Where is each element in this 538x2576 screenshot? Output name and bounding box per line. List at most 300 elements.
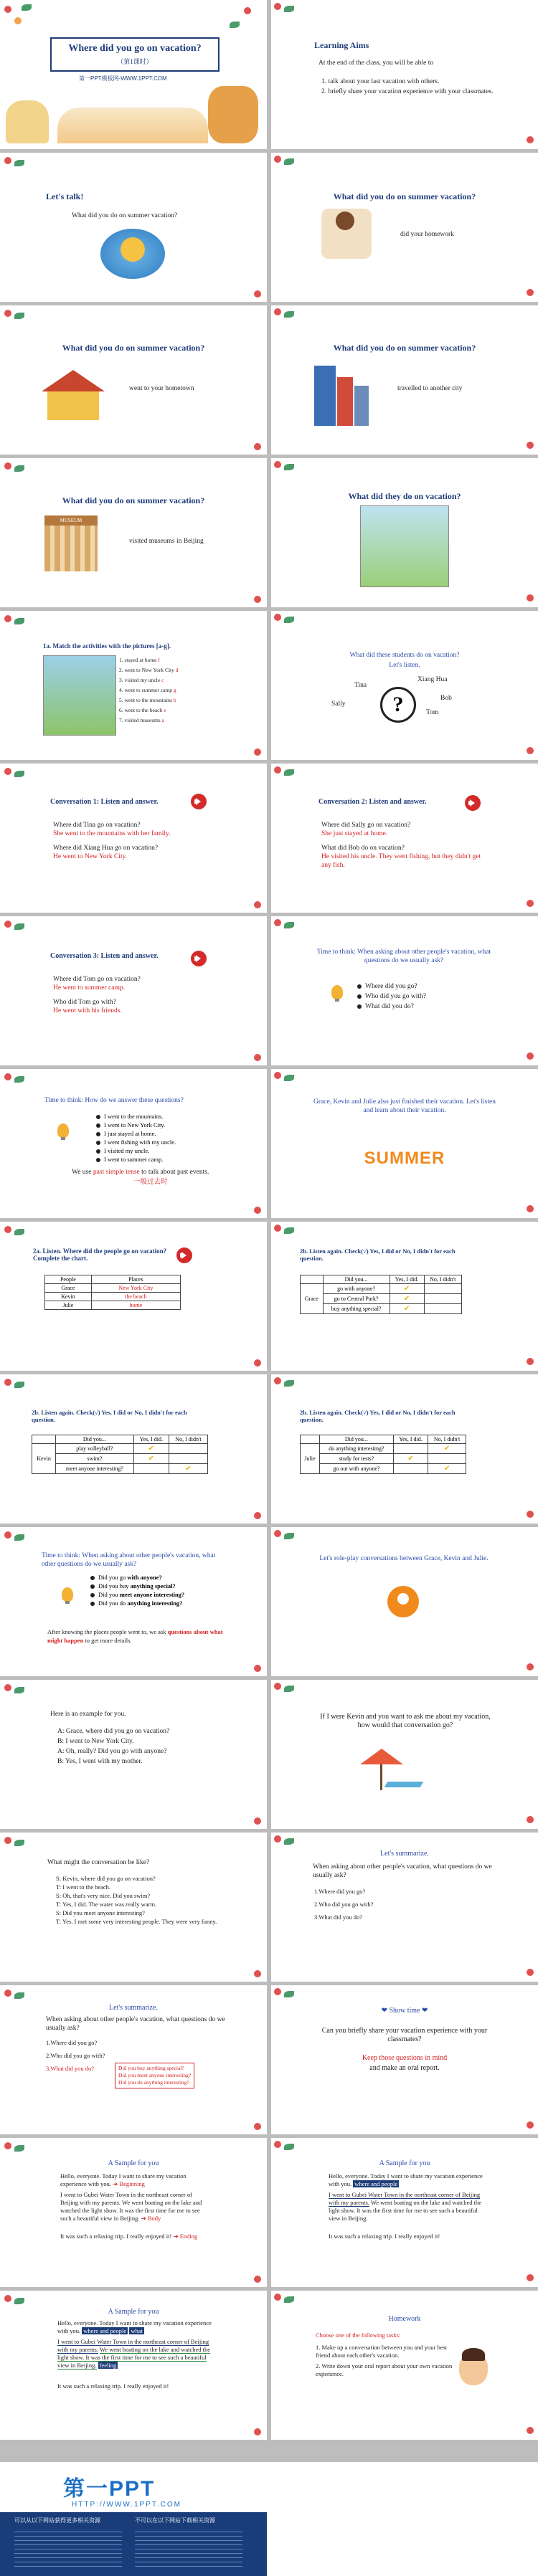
leaf-decoration <box>14 923 24 930</box>
sample-paragraph: It was such a relaxing trip. I really enjoyed it! <box>57 2382 169 2390</box>
check-table: Did you... Yes, I did. No, I didn't Julie do anything interesting? ✔ study for tests? ✔ go out with anyone? ✔ <box>300 1435 466 1474</box>
bullet-icon <box>90 1584 95 1589</box>
flower-decoration <box>274 1225 281 1232</box>
flower-decoration <box>254 2276 261 2283</box>
table-row: swim? ✔ <box>32 1454 208 1464</box>
slide-time-to-think[interactable] <box>271 916 538 1065</box>
question-item: 1.Where did you go? <box>46 2039 98 2046</box>
question-text: Where did Tina go on vacation? <box>53 822 141 829</box>
flower-decoration <box>4 921 11 928</box>
leaf-decoration <box>14 1687 24 1693</box>
vacation-scene-illustration <box>360 505 449 587</box>
answer-text: visited museums in Beijing <box>129 538 204 545</box>
flower-decoration <box>4 1990 11 1997</box>
leaf-decoration <box>284 617 294 623</box>
bullet-icon <box>96 1132 100 1136</box>
flower-decoration <box>254 1970 261 1977</box>
flower-decoration <box>274 614 281 621</box>
answer-text: travelled to another city <box>397 385 463 392</box>
slide-homework[interactable] <box>271 2291 538 2440</box>
slide-hometown[interactable] <box>0 305 267 455</box>
flower-decoration <box>4 462 11 470</box>
lightbulb-icon <box>62 1587 73 1602</box>
listen-text: Let's listen. <box>389 662 420 669</box>
intro-text: Let's role-play conversations between Grace, Kevin and Julie. <box>319 1555 489 1562</box>
tag-what: what <box>131 2327 143 2334</box>
sample-paragraph: Hello, everyone. Today I want to share my vacation experience with you. ➜ Beginning <box>60 2172 187 2187</box>
list-item: Did you buy anything special? <box>118 2065 184 2071</box>
audio-play-icon[interactable] <box>176 1247 192 1263</box>
flower-decoration <box>4 768 11 775</box>
leaf-decoration <box>284 1380 294 1387</box>
flower-decoration <box>274 1377 281 1384</box>
grammar-note-cn: 一般过去时 <box>133 1179 168 1186</box>
slide-sample-3[interactable] <box>0 2291 267 2440</box>
person-name: Grace <box>301 1284 324 1314</box>
leaf-decoration <box>14 1840 24 1846</box>
sample-paragraph: Hello, everyone. Today I want to share my vacation experience with you. where and people what <box>57 2319 212 2334</box>
leaf-decoration <box>14 313 24 319</box>
slide-if-i-were-kevin[interactable] <box>271 1680 538 1829</box>
flower-decoration <box>244 7 251 14</box>
flower-decoration <box>4 1531 11 1539</box>
bullet-icon <box>96 1149 100 1154</box>
beach-chair-illustration <box>384 1782 424 1787</box>
answer-letter: a <box>161 717 164 723</box>
activity-list <box>119 655 179 726</box>
leaf-decoration <box>284 2144 294 2150</box>
flower-decoration <box>274 1683 281 1690</box>
dialogue-line: B: Yes, I went with my mother. <box>57 1758 143 1765</box>
question-text: What did these students do on vacation? <box>349 652 460 659</box>
slide-2b-grace[interactable] <box>271 1222 538 1371</box>
building-illustration <box>354 386 369 426</box>
intro-text: Choose one of the following tasks: <box>316 2332 401 2339</box>
list-item: I went to summer camp. <box>96 1155 176 1164</box>
bullet-icon <box>357 984 362 989</box>
list-item: Did you do anything interesting? <box>118 2079 189 2086</box>
bullet-icon <box>357 1004 362 1009</box>
leaf-decoration <box>284 769 294 776</box>
table-row: meet anyone interesting? ✔ <box>32 1464 208 1474</box>
answer-list <box>96 1112 176 1164</box>
list-item: Who did you go with? <box>357 992 426 1001</box>
aims-intro: At the end of the class, you will be able to <box>318 60 434 67</box>
answer-text: did your homework <box>400 231 454 238</box>
list-item: 1. stayed at home f <box>119 657 160 663</box>
question-text: What did you do on summer vacation? <box>72 212 178 219</box>
list-item: I went fishing with my uncle. <box>96 1138 176 1146</box>
flower-decoration <box>274 1835 281 1843</box>
label-body: ➜ Body <box>141 2215 161 2222</box>
footer-info-bar <box>0 2512 267 2576</box>
tip-text: Keep those questions in mind <box>362 2054 448 2062</box>
slide-title: Conversation 1: Listen and answer. <box>50 798 159 806</box>
person-icon <box>397 1593 409 1605</box>
leaf-decoration <box>284 1686 294 1692</box>
answer-letter: c <box>161 677 164 683</box>
leaf-decoration <box>284 464 294 470</box>
sample-paragraph: I went to Gubei Water Town in the northeast corner of Beijing with my parents. We went boating on the lake and watched the light show. It was the first time for me to see such a beautiful view in Beijing. <box>329 2191 482 2222</box>
audio-play-icon[interactable] <box>191 951 207 966</box>
leaf-decoration <box>14 2298 24 2304</box>
slide-title: What did you do on summer vacation? <box>62 495 205 505</box>
cover-subtitle: （第1课时） <box>117 58 153 65</box>
footer-left-heading: 可以从以下网站获得更多相关资源 <box>14 2517 100 2524</box>
list-item: Did you buy anything special? <box>90 1582 184 1590</box>
leaf-decoration <box>284 158 294 165</box>
leaf-decoration <box>284 1227 294 1234</box>
flower-decoration <box>4 157 11 164</box>
slide-title <box>43 642 171 650</box>
leaf-decoration <box>284 922 294 928</box>
leaf-decoration <box>230 22 240 28</box>
answer-text: He went to New York City. <box>53 853 128 860</box>
label-beginning: ➜ Beginning <box>113 2180 145 2187</box>
flower-decoration <box>527 1205 534 1212</box>
answer-letter: e <box>164 707 166 713</box>
animals-group-illustration <box>57 108 208 143</box>
slide-conversation-1[interactable] <box>0 764 267 913</box>
flower-decoration <box>527 594 534 602</box>
student-name: Tom <box>426 709 439 716</box>
leaf-decoration <box>14 1229 24 1235</box>
leaf-decoration <box>14 1992 24 1999</box>
check-icon: ✔ <box>390 1284 424 1294</box>
flower-decoration <box>274 919 281 926</box>
footer-panel <box>0 2462 267 2576</box>
slide-title: Here is an example for you. <box>50 1711 126 1718</box>
list-item: Did you meet anyone interesting? <box>118 2072 192 2078</box>
slide-grace-kevin-julie[interactable] <box>271 1069 538 1218</box>
question-text: If I were Kevin and you want to ask me about my vacation, how would that conversation go? <box>320 1713 491 1729</box>
leaf-decoration <box>284 1533 294 1539</box>
check-icon: ✔ <box>390 1294 424 1304</box>
tip-note: After knowing the places people went to, we ask questions about what might happen to get more details. <box>47 1628 223 1644</box>
table-row: Kevin the beach <box>45 1293 181 1301</box>
list-item: I went to the mountains. <box>96 1112 176 1121</box>
slide-show-time[interactable] <box>271 1985 538 2134</box>
leaf-decoration <box>14 465 24 472</box>
exercise-title: Match the activities with the pictures [a-g]. <box>52 642 171 650</box>
table-row: Grace go with anyone? ✔ <box>301 1284 462 1294</box>
check-icon: ✔ <box>428 1464 466 1474</box>
check-icon: ✔ <box>169 1464 207 1474</box>
slide-title: ❤ Show time ❤ <box>381 2007 428 2015</box>
student-name: Tina <box>354 682 367 689</box>
slide-sample-2[interactable] <box>271 2138 538 2287</box>
question-text: Where did Tom go on vacation? <box>53 976 141 983</box>
leaf-decoration <box>14 2145 24 2152</box>
think-prompt: Time to think: When asking about other people's vacation, what other questions do we usually ask? <box>42 1552 216 1568</box>
slide-conversation-like[interactable] <box>0 1833 267 1982</box>
flower-decoration <box>254 1359 261 1367</box>
slide-lets-listen[interactable] <box>271 611 538 760</box>
flower-decoration <box>274 2294 281 2301</box>
list-item: I went to New York City. <box>96 1121 176 1129</box>
table-row: Julie home <box>45 1301 181 1310</box>
dialogue-line: S: Kevin, where did you go on vacation? <box>56 1875 156 1882</box>
tag-feeling: feeling <box>99 2362 117 2369</box>
list-item: I just stayed at home. <box>96 1129 176 1138</box>
aim-item: 2. briefly share your vacation experience with your classmates. <box>321 88 494 95</box>
cover-title: Where did you go on vacation? <box>68 43 202 54</box>
dialogue-line: T: I went to the beach. <box>56 1883 111 1891</box>
slide-title: What did they do on vacation? <box>348 491 461 501</box>
table-row: Kevin play volleyball? ✔ <box>32 1444 208 1454</box>
brand-text: 第一PPT模板网-WWW.1PPT.COM <box>79 75 167 82</box>
answer-text: went to your hometown <box>129 385 194 392</box>
slide-2a-chart[interactable] <box>0 1222 267 1371</box>
flower-decoration <box>527 1052 534 1060</box>
flower-decoration <box>4 2295 11 2302</box>
flower-decoration <box>254 1817 261 1825</box>
slide-another-city[interactable] <box>271 305 538 455</box>
slide-title: 2b. Listen again. Check(√) Yes, I did or No, I didn't for each question. <box>32 1409 187 1423</box>
footer-ad <box>0 2462 538 2576</box>
lightbulb-icon <box>57 1123 69 1138</box>
beach-umbrella-illustration <box>360 1749 403 1764</box>
audio-play-icon[interactable] <box>191 794 207 809</box>
slide-learning-aims[interactable] <box>271 0 538 149</box>
bullet-icon <box>90 1593 95 1597</box>
slide-answer-questions[interactable] <box>0 1069 267 1218</box>
check-icon: ✔ <box>428 1444 466 1454</box>
sample-paragraph: I went to Gubei Water Town in the northeast corner of Beijing with my parents. We went boating on the lake and watched the light show. It was the first time for me to see such a beautiful view in Beijing. feeling <box>57 2338 211 2369</box>
flower-decoration <box>274 3 281 10</box>
slide-title: Conversation 2: Listen and answer. <box>318 798 427 806</box>
bullet-icon <box>90 1602 95 1606</box>
slide-museums[interactable] <box>0 458 267 607</box>
answer-letter: f <box>158 657 160 663</box>
sample-paragraph: It was such a relaxing trip. I really enjoyed it! <box>329 2233 440 2240</box>
leaf-decoration <box>14 1076 24 1083</box>
table-row: go out with anyone? ✔ <box>301 1464 466 1474</box>
flower-decoration <box>527 900 534 907</box>
question-list <box>90 1573 184 1607</box>
question-item: 3.What did you do? <box>46 2065 95 2072</box>
flower-decoration <box>274 1530 281 1537</box>
flower-decoration <box>527 2427 534 2434</box>
bullet-icon <box>96 1141 100 1145</box>
list-item: 7. visited museums a <box>119 717 164 723</box>
flower-decoration <box>274 1988 281 1995</box>
flower-decoration <box>254 1207 261 1214</box>
leaf-decoration <box>284 311 294 318</box>
slide-lets-talk[interactable] <box>0 153 267 302</box>
flower-decoration <box>254 1665 261 1672</box>
giraffe-illustration <box>208 86 258 143</box>
flower-decoration <box>527 2121 534 2129</box>
leaf-decoration <box>14 1534 24 1541</box>
slide-title: Homework <box>388 2315 421 2323</box>
task-item: 1. Make up a conversation between you and your best friend about each other's vacation. <box>316 2344 448 2359</box>
flower-decoration <box>254 1054 261 1061</box>
slide-title: 2a. Listen. Where did the people go on vacation? Complete the chart. <box>33 1247 167 1262</box>
leaf-decoration <box>284 1075 294 1081</box>
aim-item: 1. talk about your last vacation with others. <box>321 78 440 85</box>
list-item: Did you meet anyone interesting? <box>90 1590 184 1599</box>
slide-title: A Sample for you <box>108 2159 159 2167</box>
link-list[interactable] <box>14 2528 122 2568</box>
bullet-icon <box>96 1115 100 1119</box>
question-text: Where did Xiang Hua go on vacation? <box>53 845 159 852</box>
grammar-note: We use past simple tense to talk about past events. <box>72 1169 209 1176</box>
footer-logo: 第一PPT <box>63 2477 156 2501</box>
person-name: Kevin <box>32 1444 56 1474</box>
slide-title: A Sample for you <box>108 2308 159 2316</box>
slide-conversation-3[interactable] <box>0 916 267 1065</box>
flower-decoration <box>254 290 261 298</box>
student-head-illustration <box>336 212 354 230</box>
slide-summarize-2[interactable] <box>0 1985 267 2134</box>
question-item: 3.What did you do? <box>314 1914 363 1921</box>
flower-decoration <box>527 747 534 754</box>
flower-decoration <box>254 1512 261 1519</box>
flower-decoration <box>254 901 261 908</box>
table-header: Places <box>91 1275 180 1284</box>
flower-decoration <box>274 308 281 315</box>
slide-title: Let's talk! <box>46 191 84 201</box>
flower-decoration <box>274 2141 281 2148</box>
flower-decoration <box>4 1379 11 1386</box>
person-name: Julie <box>301 1444 320 1474</box>
tip-text: and make an oral report. <box>369 2064 440 2072</box>
table-row: study for tests? ✔ <box>301 1454 466 1464</box>
answer-text: He visited his uncle. They went fishing, but they didn't get any fish. <box>321 853 481 869</box>
task-item: 2. Write down your oral report about your own vacation experience. <box>316 2362 453 2377</box>
flower-decoration <box>254 596 261 603</box>
summer-logo: SUMMER <box>364 1149 445 1168</box>
slide-role-play[interactable] <box>271 1527 538 1676</box>
audio-play-icon[interactable] <box>465 795 481 811</box>
slide-they-did[interactable] <box>271 458 538 607</box>
check-icon: ✔ <box>393 1454 428 1464</box>
flower-decoration <box>527 1511 534 1518</box>
flower-decoration <box>14 17 22 24</box>
answer-text: He went with his friends. <box>53 1007 122 1014</box>
slide-example[interactable] <box>0 1680 267 1829</box>
question-item: 2.Who did you go with? <box>314 1901 374 1908</box>
check-icon: ✔ <box>133 1454 169 1464</box>
flower-decoration <box>4 615 11 622</box>
slide-cover[interactable] <box>0 0 267 149</box>
museum-illustration <box>44 526 98 571</box>
dialogue-line: S: Oh, that's very nice. Did you swim? <box>56 1892 151 1899</box>
question-text: Who did Tom go with? <box>53 999 116 1006</box>
footer-url[interactable]: HTTP://WWW.1PPT.COM <box>72 2501 181 2509</box>
slide-title: What did you do on summer vacation? <box>333 191 476 201</box>
flower-decoration <box>274 461 281 468</box>
slide-2b-kevin[interactable] <box>0 1374 267 1524</box>
leaf-decoration <box>14 771 24 777</box>
table-row: go to Central Park? ✔ <box>301 1294 462 1304</box>
question-text: Can you briefly share your vacation experience with your classmates? <box>321 2027 488 2043</box>
exercise-number: 1a. <box>43 642 52 650</box>
flower-decoration <box>4 2142 11 2149</box>
leaf-decoration <box>14 618 24 624</box>
flower-decoration <box>527 2274 534 2281</box>
check-icon: ✔ <box>390 1304 424 1314</box>
activities-picture <box>43 655 116 736</box>
slide-homework-activity[interactable] <box>271 153 538 302</box>
places-table <box>44 1275 181 1310</box>
answer-text: She went to the mountains with her family. <box>53 830 171 837</box>
dialogue-line: S: Did you meet anyone interesting? <box>56 1909 145 1916</box>
slide-other-questions[interactable] <box>0 1527 267 1676</box>
slide-sample-1[interactable] <box>0 2138 267 2287</box>
leaf-decoration <box>14 1382 24 1388</box>
answer-letter: g <box>173 687 176 693</box>
leaf-decoration <box>14 160 24 166</box>
slide-title: What might the conversation be like? <box>47 1859 150 1866</box>
table-row: Grace New York City <box>45 1284 181 1293</box>
think-prompt: Time to think: When asking about other people's vacation, what questions do we usually ask? <box>316 949 491 964</box>
flower-decoration <box>274 1072 281 1079</box>
question-text: Where did Sally go on vacation? <box>321 822 411 829</box>
table-header: People <box>45 1275 92 1284</box>
intro-text: Grace, Kevin and Julie also just finished their vacation. Let's listen and learn about their vacation. <box>313 1098 496 1114</box>
flower-decoration <box>4 1684 11 1691</box>
dialogue-line: A: Oh, really? Did you go with anyone? <box>57 1748 167 1755</box>
list-item: What did you do? <box>357 1002 414 1011</box>
animal-illustration <box>6 100 49 143</box>
list-item: 5. went to the mountains b <box>119 697 176 703</box>
dialogue-line: T: Yes. I met some very interesting people. They were very funny. <box>56 1918 217 1925</box>
check-table: Did you... Yes, I did. No, I didn't Grace go with anyone? ✔ go to Central Park? ✔ buy anything special? ✔ <box>300 1275 462 1314</box>
student-hair-illustration <box>462 2348 485 2361</box>
bullet-icon <box>357 994 362 999</box>
slide-title: Learning Aims <box>314 40 369 50</box>
sun-illustration <box>121 237 145 262</box>
answer-letter: d <box>175 667 179 673</box>
slide-conversation-2[interactable] <box>271 764 538 913</box>
bullet-icon <box>96 1123 100 1128</box>
answer-text: She just stayed at home. <box>321 830 388 837</box>
slide-title: A Sample for you <box>379 2159 430 2167</box>
footer-right-heading: 不可以在以下网站下载相关资源 <box>135 2517 215 2524</box>
question-item: 2.Who did you go with? <box>46 2052 105 2059</box>
flower-decoration <box>527 1816 534 1823</box>
house-roof-illustration <box>42 370 105 391</box>
slide-summarize-1[interactable] <box>271 1833 538 1982</box>
student-name: Bob <box>440 695 452 702</box>
list-item: 3. visited my uncle c <box>119 677 164 683</box>
flower-decoration <box>4 310 11 317</box>
leaf-decoration <box>284 1838 294 1845</box>
question-text: What did Bob do on vacation? <box>321 845 405 852</box>
flower-decoration <box>4 1073 11 1080</box>
flower-decoration <box>527 136 534 143</box>
link-list[interactable] <box>135 2528 242 2568</box>
leaf-decoration <box>284 6 294 12</box>
table-row: buy anything special? ✔ <box>301 1304 462 1314</box>
slide-match-activities[interactable] <box>0 611 267 760</box>
flower-decoration <box>274 766 281 774</box>
sample-paragraph: It was such a relaxing trip. I really enjoyed it! ➜ Ending <box>60 2233 198 2240</box>
dialogue-line: A: Grace, where did you go on vacation? <box>57 1728 170 1735</box>
check-table: Did you... Yes, I did. No, I didn't Kevin play volleyball? ✔ swim? ✔ meet anyone interesting? ✔ <box>32 1435 208 1474</box>
flower-decoration <box>4 1837 11 1844</box>
slide-title: What did you do on summer vacation? <box>333 343 476 353</box>
question-item: 1.Where did you go? <box>314 1888 366 1895</box>
cover-title-box <box>50 37 220 72</box>
sample-paragraph: Hello, everyone. Today I want to share my vacation experience with you. where and people <box>329 2172 483 2187</box>
flower-decoration <box>527 289 534 296</box>
flower-decoration <box>254 2428 261 2435</box>
flower-decoration <box>254 443 261 450</box>
slide-2b-julie[interactable] <box>271 1374 538 1524</box>
